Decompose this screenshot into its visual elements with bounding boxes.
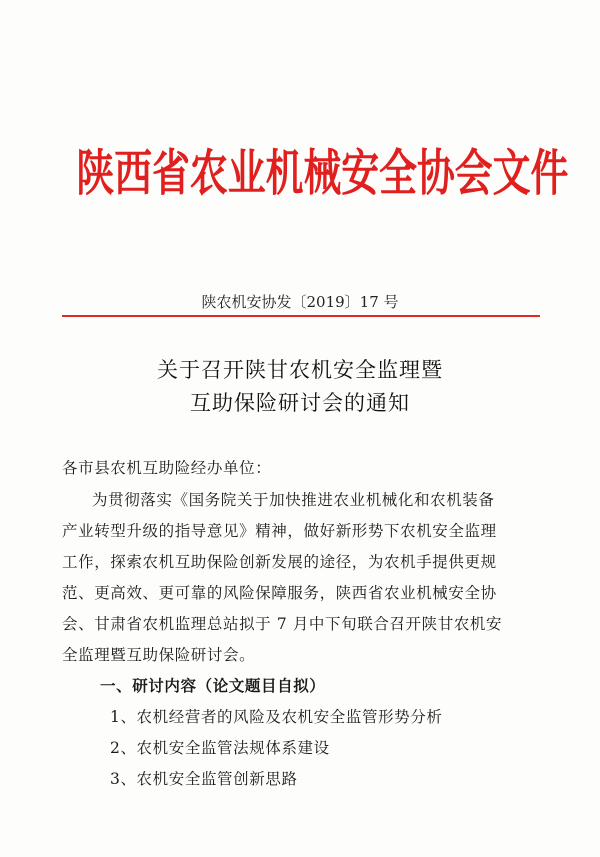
- section-heading: 一、研讨内容（论文题目自拟）: [100, 676, 326, 695]
- paragraph-line: 工作，探索农机互助保险创新发展的途径，为农机手提供更规: [62, 553, 497, 571]
- paragraph-line: 全监理暨互助保险研讨会。: [62, 646, 256, 664]
- paragraph-line: 产业转型升级的指导意见》精神，做好新形势下农机安全监理: [62, 522, 497, 540]
- list-item: 1、农机经营者的风险及农机安全监管形势分析: [110, 708, 443, 726]
- salutation: 各市县农机互助险经办单位：: [62, 459, 272, 477]
- red-divider-rule: [62, 315, 540, 317]
- document-number: 陕农机安协发〔2019〕17 号: [201, 293, 399, 311]
- document-title-line-1: 关于召开陕甘农机安全监理暨: [157, 358, 443, 382]
- list-item: 3、农机安全监管创新思路: [110, 770, 298, 788]
- paragraph-line: 会、甘肃省农机监理总站拟于 7 月中下旬联合召开陕甘农机安: [62, 615, 503, 633]
- document-title-line-2: 互助保险研讨会的通知: [190, 391, 410, 415]
- organization-header: 陕西省农业机械安全协会文件: [76, 145, 569, 203]
- paragraph-line: 范、更高效、更可靠的风险保障服务，陕西省农业机械安全协: [62, 584, 497, 602]
- paragraph-line: 为贯彻落实《国务院关于加快推进农业机械化和农机装备: [92, 491, 495, 509]
- list-item: 2、农机安全监管法规体系建设: [110, 739, 330, 757]
